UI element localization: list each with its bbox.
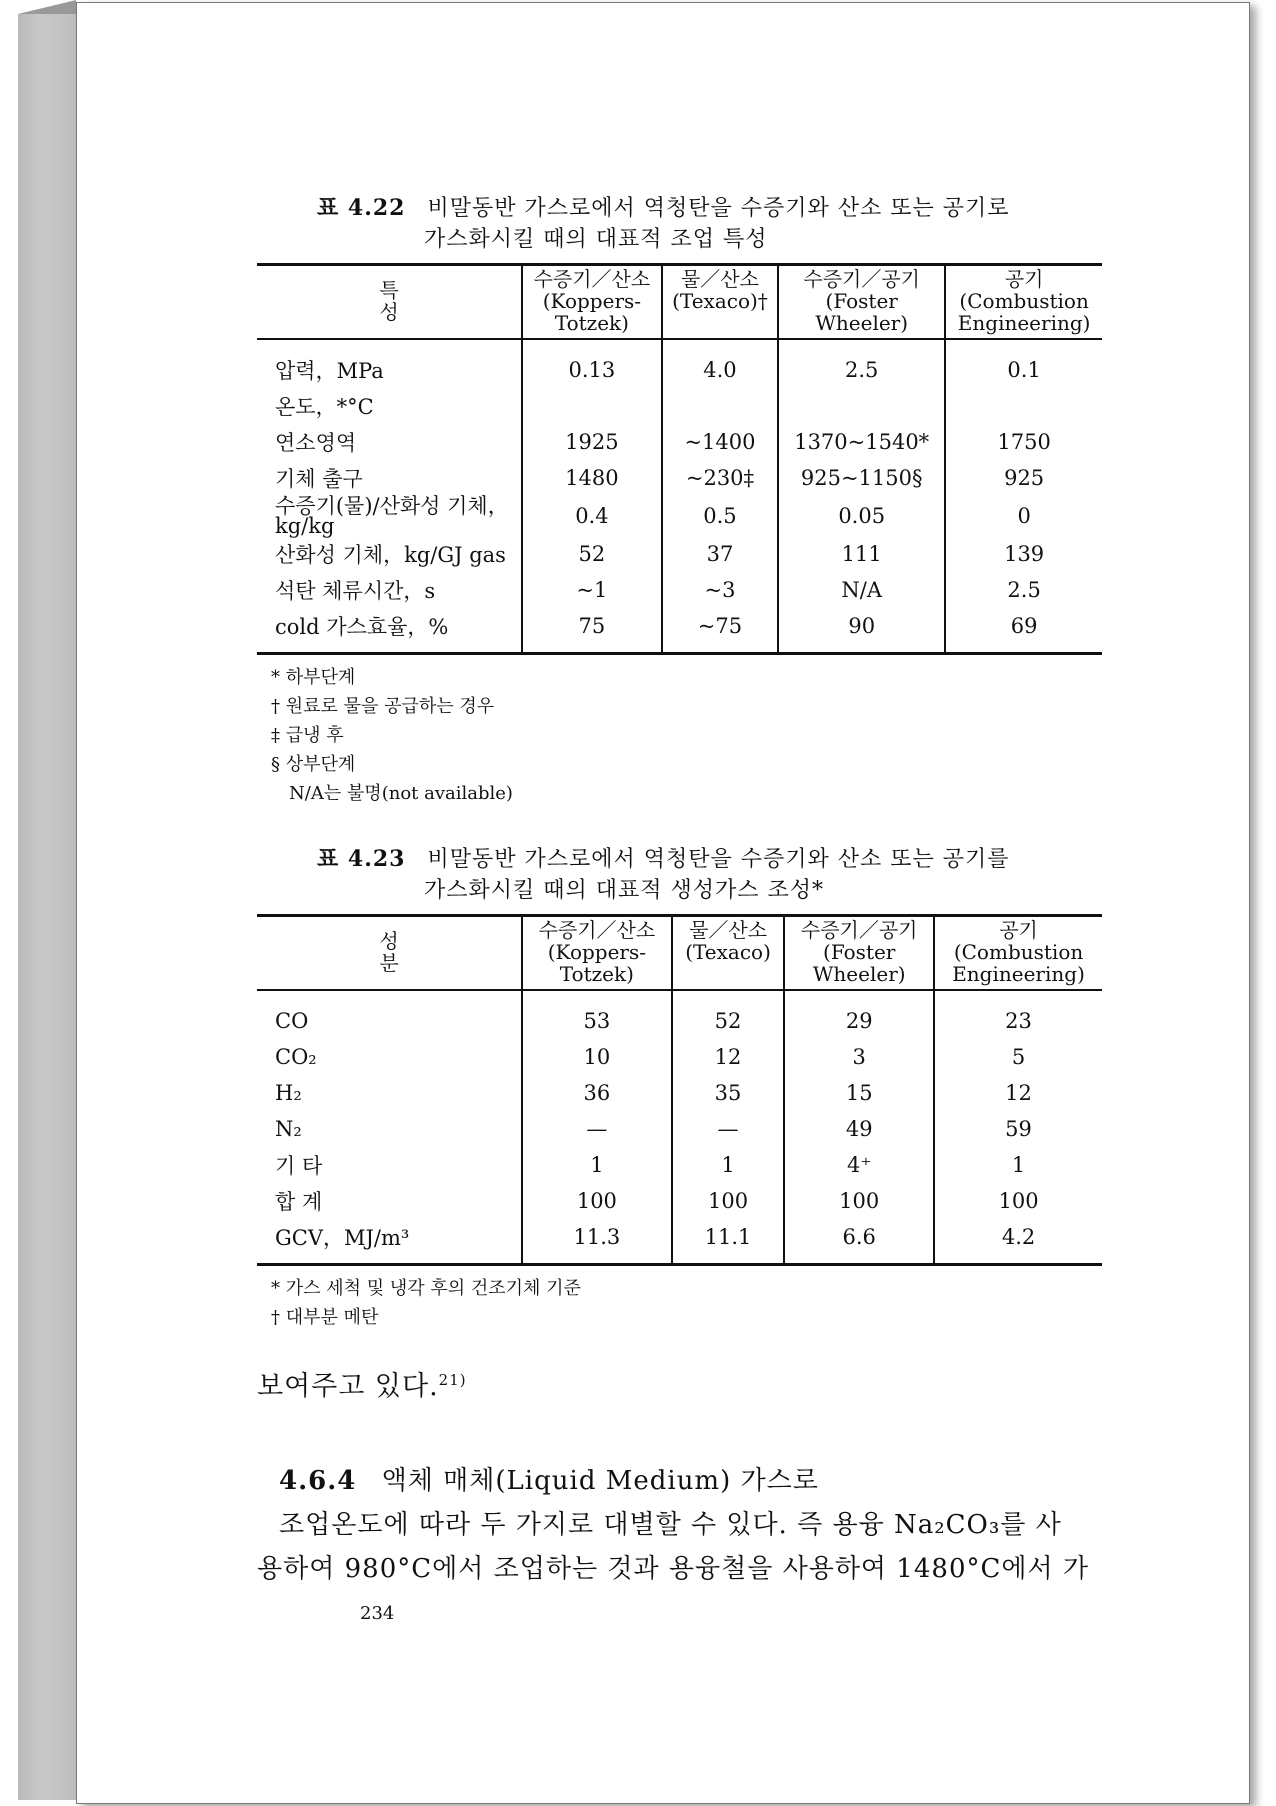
table-cell: 6.6 bbox=[784, 1219, 934, 1265]
paragraph-line-1: 조업온도에 따라 두 가지로 대별할 수 있다. 즉 용융 Na₂CO₃를 사 bbox=[279, 1510, 1062, 1540]
column-header-text: (Foster bbox=[825, 289, 898, 313]
table-cell: 1 bbox=[522, 1147, 672, 1183]
table-cell: 100 bbox=[522, 1183, 672, 1219]
table-cell: 90 bbox=[778, 608, 945, 654]
table-4-23-caption bbox=[317, 844, 1182, 906]
column-header-text: 물／산소 bbox=[689, 918, 768, 942]
section-title: 액체 매체(Liquid Medium) 가스로 bbox=[381, 1466, 819, 1496]
row-label: 수증기(물)/산화성 기체，kg/kg bbox=[275, 494, 509, 538]
table-row bbox=[257, 1075, 1102, 1111]
table-cell: 0.4 bbox=[522, 496, 662, 536]
table-cell: 59 bbox=[934, 1111, 1102, 1147]
table-4-23-caption-line1: 비말동반 가스로에서 역청탄을 수증기와 산소 또는 공기를 bbox=[427, 847, 1010, 872]
row-label: 석탄 체류시간，s bbox=[275, 579, 436, 603]
table-row bbox=[257, 339, 1102, 388]
table-cell: 100 bbox=[672, 1183, 785, 1219]
table-4-22-caption-line1: 비말동반 가스로에서 역청탄을 수증기와 산소 또는 공기로 bbox=[427, 196, 1010, 221]
column-header-text: Wheeler) bbox=[812, 962, 906, 986]
table-cell: 2.5 bbox=[945, 572, 1102, 608]
column-header-text: Engineering) bbox=[952, 962, 1085, 986]
table-4-22-caption bbox=[317, 193, 1182, 255]
table-row bbox=[257, 424, 1102, 460]
table-cell: ~1400 bbox=[662, 424, 778, 460]
table-cell: 1 bbox=[934, 1147, 1102, 1183]
table-row bbox=[257, 460, 1102, 496]
column-header bbox=[662, 265, 778, 340]
table-cell: 100 bbox=[934, 1183, 1102, 1219]
table-cell: 12 bbox=[672, 1039, 785, 1075]
table-cell: ~3 bbox=[662, 572, 778, 608]
column-header-text: (Koppers- bbox=[542, 289, 642, 313]
table-cell: 15 bbox=[784, 1075, 934, 1111]
table-cell: ~1 bbox=[522, 572, 662, 608]
footnote: * 하부단계 bbox=[271, 667, 356, 688]
table-cell: 29 bbox=[784, 990, 934, 1039]
book-page bbox=[76, 2, 1250, 1804]
table-cell: 0 bbox=[945, 496, 1102, 536]
row-label: H₂ bbox=[275, 1081, 302, 1105]
table-4-22-caption-number: 표 4.22 bbox=[317, 195, 406, 221]
table-cell: 925~1150§ bbox=[778, 460, 945, 496]
table-cell: — bbox=[672, 1111, 785, 1147]
table-cell: 1 bbox=[672, 1147, 785, 1183]
table-4-22 bbox=[257, 263, 1102, 655]
section-heading bbox=[257, 1459, 1182, 1503]
footnote: * 가스 세척 및 냉각 후의 건조기체 기준 bbox=[271, 1278, 581, 1299]
table-cell: 0.13 bbox=[522, 339, 662, 388]
row-label: CO₂ bbox=[275, 1045, 317, 1069]
table-cell: 1925 bbox=[522, 424, 662, 460]
column-header-text: 수증기／산소 bbox=[538, 918, 656, 942]
table-cell: 100 bbox=[784, 1183, 934, 1219]
table-cell bbox=[945, 388, 1102, 424]
table-cell: ~230‡ bbox=[662, 460, 778, 496]
column-header-text: 수증기／산소 bbox=[533, 267, 651, 291]
table-header-row bbox=[257, 265, 1102, 340]
table-row bbox=[257, 1039, 1102, 1075]
table-cell: 3 bbox=[784, 1039, 934, 1075]
table-cell: — bbox=[522, 1111, 672, 1147]
table-header-row bbox=[257, 916, 1102, 991]
page-number: 234 bbox=[360, 1603, 395, 1624]
page-content bbox=[257, 193, 1182, 1591]
table-row bbox=[257, 388, 1102, 424]
table-row bbox=[257, 1183, 1102, 1219]
column-header-text: (Texaco) bbox=[685, 940, 771, 964]
column-header bbox=[522, 265, 662, 340]
column-header-text: 특 bbox=[379, 278, 399, 302]
table-cell: 75 bbox=[522, 608, 662, 654]
reference-superscript: 21) bbox=[438, 1371, 467, 1389]
row-label: 기 타 bbox=[275, 1154, 323, 1178]
column-header-text: 성 bbox=[379, 929, 399, 953]
book-spine-top bbox=[18, 0, 76, 14]
table-cell: 53 bbox=[522, 990, 672, 1039]
column-header bbox=[778, 265, 945, 340]
paragraph-line-2: 용하여 980°C에서 조업하는 것과 용융철을 사용하여 1480°C에서 가 bbox=[257, 1554, 1089, 1584]
footnote: † 대부분 메탄 bbox=[271, 1307, 379, 1328]
table-row bbox=[257, 536, 1102, 572]
column-header bbox=[945, 265, 1102, 340]
column-header-text: Totzek) bbox=[559, 962, 634, 986]
column-header-text: 물／산소 bbox=[680, 267, 759, 291]
column-header bbox=[522, 916, 672, 991]
table-row bbox=[257, 608, 1102, 654]
table-cell: 35 bbox=[672, 1075, 785, 1111]
column-header bbox=[672, 916, 785, 991]
table-4-23-notes bbox=[271, 1274, 1182, 1332]
table-cell: 0.5 bbox=[662, 496, 778, 536]
table-cell: 925 bbox=[945, 460, 1102, 496]
row-label: 합 계 bbox=[275, 1190, 323, 1214]
table-cell bbox=[522, 388, 662, 424]
table-cell: 1370~1540* bbox=[778, 424, 945, 460]
row-label: CO bbox=[275, 1009, 309, 1033]
row-label: 연소영역 bbox=[275, 431, 357, 455]
table-cell: 5 bbox=[934, 1039, 1102, 1075]
table-cell: 49 bbox=[784, 1111, 934, 1147]
table-cell: 0.05 bbox=[778, 496, 945, 536]
table-cell: N/A bbox=[778, 572, 945, 608]
column-header-text: Engineering) bbox=[957, 311, 1091, 335]
column-header-text: Totzek) bbox=[554, 311, 629, 335]
table-cell: 12 bbox=[934, 1075, 1102, 1111]
column-header-text: (Combustion bbox=[959, 289, 1089, 313]
table-4-22-notes bbox=[271, 663, 1182, 808]
column-header-text: (Koppers- bbox=[547, 940, 647, 964]
footnote: N/A는 불명(not available) bbox=[289, 783, 513, 804]
table-cell: 52 bbox=[672, 990, 785, 1039]
row-label: 온도，*°C bbox=[275, 395, 374, 419]
column-header bbox=[257, 265, 522, 340]
table-cell: 1750 bbox=[945, 424, 1102, 460]
row-label: 압력，MPa bbox=[275, 359, 384, 383]
footnote: § 상부단계 bbox=[271, 754, 356, 775]
table-cell bbox=[662, 388, 778, 424]
book-spine bbox=[18, 14, 77, 1800]
table-cell: 1480 bbox=[522, 460, 662, 496]
table-cell: 69 bbox=[945, 608, 1102, 654]
table-cell: 111 bbox=[778, 536, 945, 572]
column-header-text: 수증기／공기 bbox=[800, 918, 918, 942]
column-header-text: Wheeler) bbox=[815, 311, 909, 335]
table-cell: ~75 bbox=[662, 608, 778, 654]
reference-sentence bbox=[257, 1358, 1182, 1409]
column-header bbox=[784, 916, 934, 991]
table-row bbox=[257, 572, 1102, 608]
table-4-23-caption-line2: 가스화시킬 때의 대표적 생성가스 조성* bbox=[424, 878, 825, 903]
column-header-text: (Combustion bbox=[953, 940, 1084, 964]
table-cell: 139 bbox=[945, 536, 1102, 572]
table-row bbox=[257, 496, 1102, 536]
column-header-text: 분 bbox=[379, 951, 399, 975]
footnote: ‡ 급냉 후 bbox=[271, 725, 344, 746]
table-cell: 37 bbox=[662, 536, 778, 572]
table-row bbox=[257, 1147, 1102, 1183]
column-header-text: 공기 bbox=[1004, 267, 1044, 291]
table-cell bbox=[778, 388, 945, 424]
table-4-23-caption-number: 표 4.23 bbox=[317, 846, 406, 872]
table-cell: 4⁺ bbox=[784, 1147, 934, 1183]
table-cell: 52 bbox=[522, 536, 662, 572]
column-header-text: 수증기／공기 bbox=[803, 267, 920, 291]
row-label: GCV，MJ/m³ bbox=[275, 1226, 410, 1250]
column-header-text: 성 bbox=[379, 300, 399, 324]
table-cell: 36 bbox=[522, 1075, 672, 1111]
column-header bbox=[257, 916, 522, 991]
table-cell: 10 bbox=[522, 1039, 672, 1075]
table-cell: 4.2 bbox=[934, 1219, 1102, 1265]
row-label: N₂ bbox=[275, 1117, 302, 1141]
section-number: 4.6.4 bbox=[279, 1466, 357, 1496]
table-row bbox=[257, 990, 1102, 1039]
table-4-23 bbox=[257, 914, 1102, 1266]
table-row bbox=[257, 1219, 1102, 1265]
table-cell: 23 bbox=[934, 990, 1102, 1039]
table-cell: 0.1 bbox=[945, 339, 1102, 388]
table-row bbox=[257, 1111, 1102, 1147]
table-cell: 11.3 bbox=[522, 1219, 672, 1265]
row-label: 산화성 기체，kg/GJ gas bbox=[275, 543, 506, 567]
reference-sentence-text: 보여주고 있다. bbox=[257, 1371, 439, 1402]
row-label: cold 가스효율，% bbox=[275, 615, 449, 639]
table-cell: 11.1 bbox=[672, 1219, 785, 1265]
table-4-22-caption-line2: 가스화시킬 때의 대표적 조업 특성 bbox=[424, 227, 768, 252]
table-cell: 4.0 bbox=[662, 339, 778, 388]
row-label: 기체 출구 bbox=[275, 467, 363, 491]
footnote: † 원료로 물을 공급하는 경우 bbox=[271, 696, 495, 717]
column-header-text: 공기 bbox=[999, 918, 1038, 942]
table-cell: 2.5 bbox=[778, 339, 945, 388]
column-header-text: (Texaco)† bbox=[672, 289, 768, 313]
column-header bbox=[934, 916, 1102, 991]
column-header-text: (Foster bbox=[823, 940, 896, 964]
